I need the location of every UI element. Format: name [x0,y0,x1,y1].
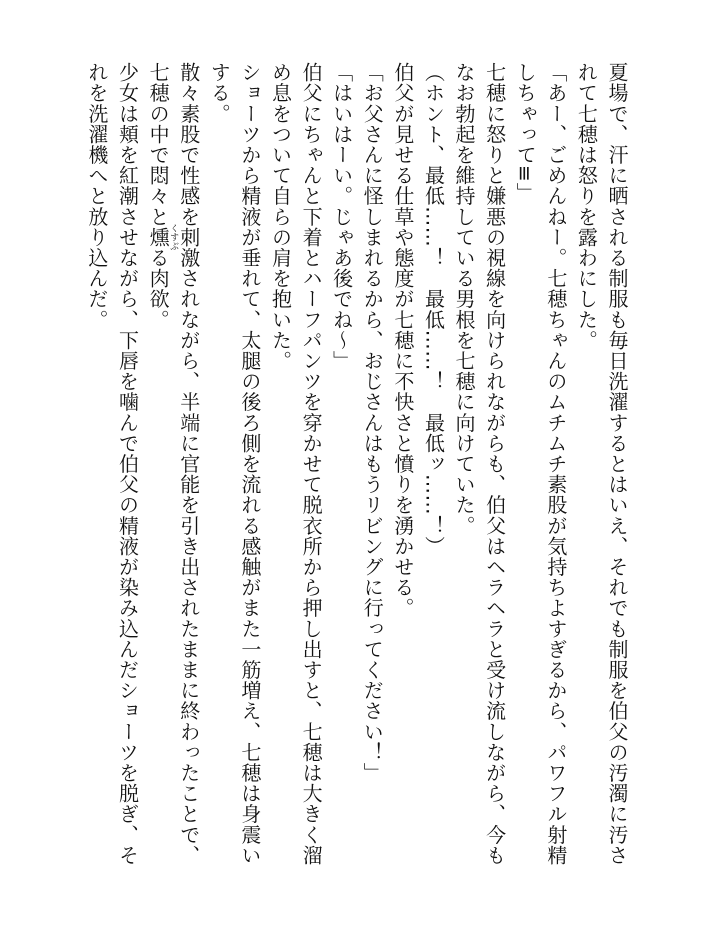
paragraph-1: 夏場で、汗に晒される制服も毎日洗濯するとはいえ、それでも制服を伯父の汚濁に汚されて七穂は怒りを露わにした。 [574,62,629,866]
ruby-reading: くすぶ [168,223,179,251]
paragraph-10-before: 散々素股で性感を刺激されながら、半端に官能を引き出されたままに終わったことで、七穂の中で悶々と [146,62,201,866]
ruby-kusuburu [146,223,179,251]
paragraph-9: ショーツから精液が垂れて、太腿の後ろ側を流れる感触がまた一筋増え、七穂は身震いする。 [207,62,262,866]
paragraph-7: 「はいはーい。じゃあ後でね～」 [329,62,354,371]
vertical-text-body [72,62,632,882]
paragraph-6: 「お父さんに怪しまれるから、おじさんはもうリビングに行ってください！」 [360,62,385,783]
paragraph-4: （ホント、最低……！ 最低……！ 最低ッ……！） [421,62,446,557]
paragraph-5: 伯父が見せる仕草や態度が七穂に不快さと憤りを湧かせる。 [390,62,415,619]
paragraph-8: 伯父にちゃんと下着とハーフパンツを穿かせて脱衣所から押し出すと、七穂は大きく溜め息をついて自らの肩を抱いた。 [268,62,324,866]
paragraph-10-after: る肉欲。 [146,247,171,330]
paragraph-10 [143,62,204,882]
paragraph-3: 七穂に怒りと嫌悪の視線を向けられながらも、伯父はヘラヘラと受け流しながら、今もなお勃起を維持している男根を七穂に向けていた。 [452,62,507,866]
ruby-base: 燻 [146,223,171,251]
paragraph-2: 「あー、ごめんねー。七穂ちゃんのムチムチ素股が気持ちよすぎるから、パワフル射精しちゃって≡」 [513,62,568,866]
paragraph-11: 少女は頬を紅潮させながら、下唇を噛んで伯父の精液が染み込んだショーツを脱ぎ、それを洗濯機へと放り込んだ。 [84,62,140,866]
